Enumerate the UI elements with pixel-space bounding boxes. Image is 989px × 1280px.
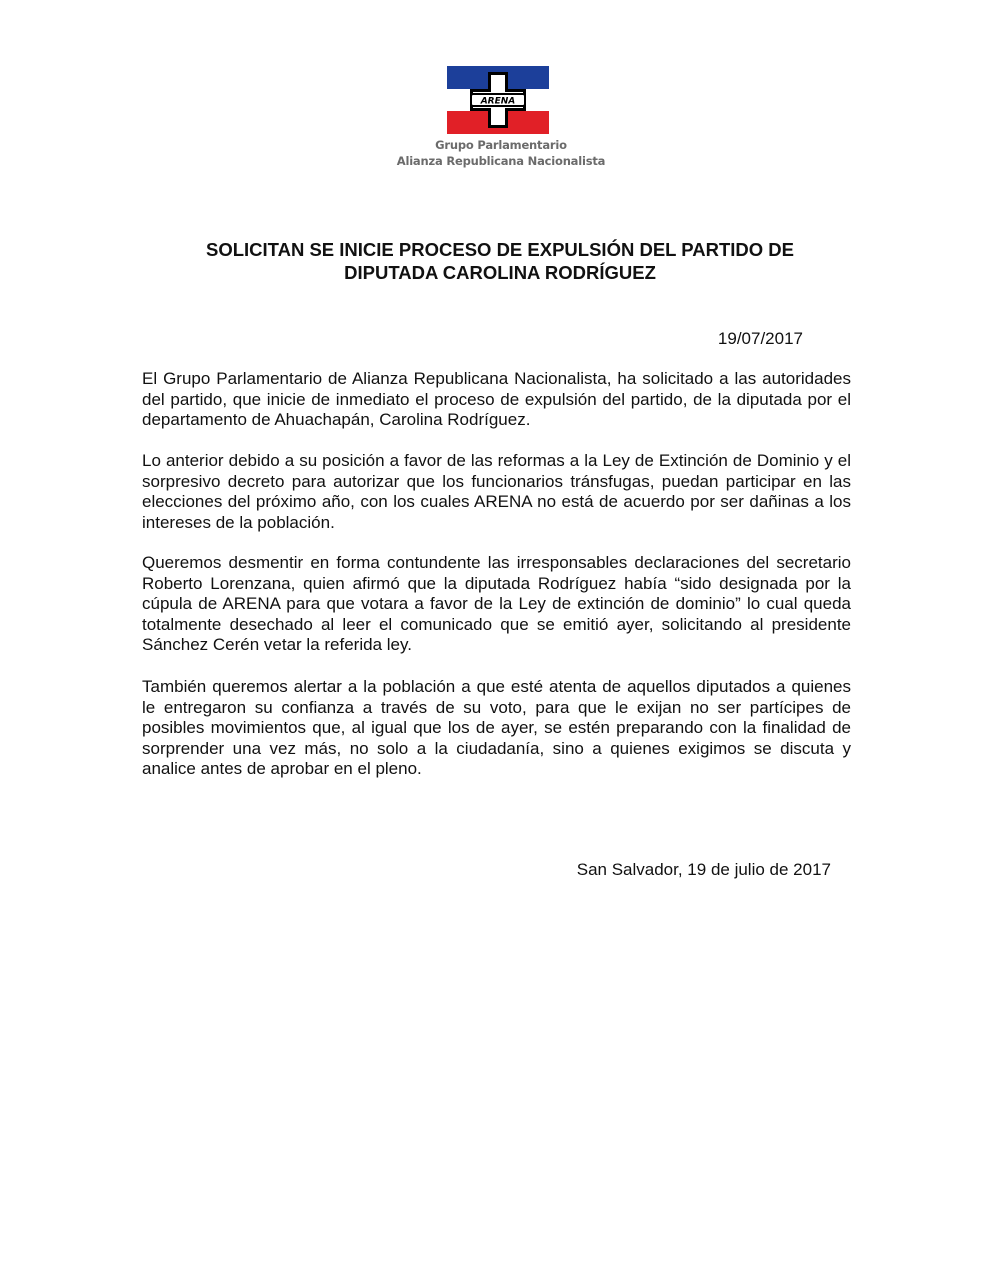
paragraph-2: Lo anterior debido a su posición a favor de las reformas a la Ley de Extinción de Dominio y el sorpresivo decreto para autorizar que los funcionarios tránsfugas, puedan participar en las elecciones del próximo año, con los cuales ARENA no está de acuerdo por ser dañinas a los intereses de la población. [142, 451, 851, 532]
org-name-line-1: Grupo Parlamentario [435, 138, 567, 152]
document-date: 19/07/2017 [717, 329, 803, 348]
document-title-line-1: SOLICITAN SE INICIE PROCESO DE EXPULSIÓN DEL PARTIDO DE [206, 239, 794, 260]
paragraph-1: El Grupo Parlamentario de Alianza Republicana Nacionalista, ha solicitado a las autoridades del partido, que inicie de inmediato el proceso de expulsión del partido, de la diputada por el departamento de Ahuachapán, Carolina Rodríguez. [142, 369, 851, 429]
document-title-line-2: DIPUTADA CAROLINA RODRÍGUEZ [344, 262, 656, 283]
org-name-line-2: Alianza Republicana Nacionalista [396, 154, 606, 168]
arena-logo [447, 66, 549, 134]
closing-place-date: San Salvador, 19 de julio de 2017 [576, 860, 831, 879]
paragraph-3: Queremos desmentir en forma contundente las irresponsables declaraciones del secretario Roberto Lorenzana, quien afirmó que la diputada Rodríguez había “sido designada por la cúpula de ARENA para que votara a favor de la Ley de extinción de dominio” lo cual queda totalmente desechado al leer el comunicado que se emitió ayer, solicitando al presidente Sánchez Cerén vetar la referida ley. [142, 553, 851, 654]
arena-flag-icon [447, 66, 549, 134]
logo-text: ARENA [480, 96, 516, 107]
paragraph-4: También queremos alertar a la población a que esté atenta de aquellos diputados a quienes le entregaron su confianza a través de su voto, para que le exijan no ser partícipes de posibles movimientos que, al igual que los de ayer, se estén preparando con la finalidad de sorprender una vez más, no solo a la ciudadanía, sino a quienes exigimos se discuta y analice antes de aprobar en el pleno. [142, 677, 851, 778]
